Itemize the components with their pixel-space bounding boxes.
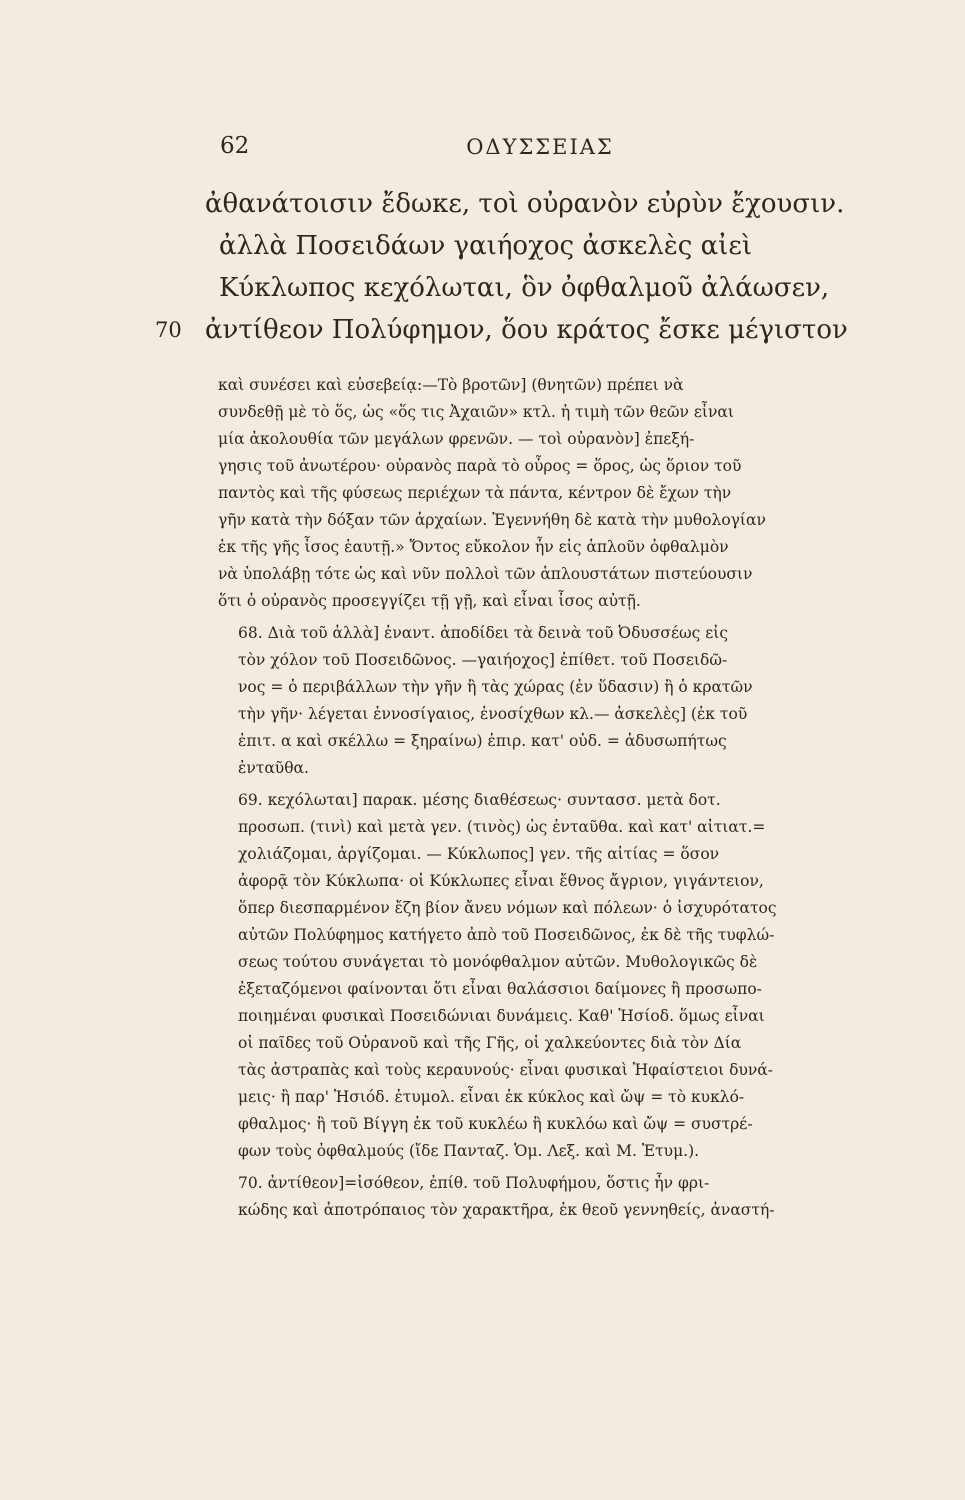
note-line: φων τοὺς ὀφθαλμούς (ἴδε Πανταζ. Ὁμ. Λεξ. καὶ Μ. Ἐτυμ.). (238, 1142, 700, 1160)
verse-line (205, 183, 885, 225)
note-line: ἐξεταζόμενοι φαίνονται ὅτι εἶναι θαλάσσιοι δαίμονες ἢ προσωπο- (238, 980, 762, 998)
note-line: ποιημέναι φυσικαὶ Ποσειδώνιαι δυνάμεις. Καθ' Ἡσίοδ. ὅμως εἶναι (238, 1007, 765, 1025)
note-line: νος = ὁ περιβάλλων τὴν γῆν ἢ τὰς χώρας (ἐν ὕδασιν) ἢ ὁ κρατῶν (238, 678, 753, 696)
note-line: ὅπερ διεσπαρμένον ἔζη βίον ἄνευ νόμων καὶ πόλεων· ὁ ἰσχυρότατος (238, 899, 777, 917)
note-69 (218, 787, 868, 1165)
note-line: αὐτῶν Πολύφημος κατήγετο ἀπὸ τοῦ Ποσειδῶνος, ἐκ δὲ τῆς τυφλώ- (238, 926, 775, 944)
verse-line (205, 267, 885, 309)
commentary-paragraph (218, 372, 868, 615)
note-line: οἱ παῖδες τοῦ Οὐρανοῦ καὶ τῆς Γῆς, οἱ χαλκεύοντες διὰ τὸν Δία (238, 1034, 742, 1052)
page-header (200, 133, 880, 173)
note-line: τὰς ἀστραπὰς καὶ τοὺς κεραυνούς· εἶναι φυσικαὶ Ἡφαίστειοι δυνά- (238, 1061, 773, 1079)
note-line: χολιάζομαι, ἀργίζομαι. — Κύκλωπος] γεν. τῆς αἰτίας = ὅσον (238, 845, 720, 863)
note-line: 70. ἀντίθεον]=ἰσόθεον, ἐπίθ. τοῦ Πολυφήμου, ὅστις ἦν φρι- (238, 1174, 710, 1192)
note-line: ἀφορᾷ τὸν Κύκλωπα· οἱ Κύκλωπες εἶναι ἔθνος ἄγριον, γιγάντειον, (238, 872, 764, 890)
note-70 (218, 1170, 868, 1224)
verse-line (205, 225, 885, 267)
note-line: 69. κεχόλωται] παρακ. μέσης διαθέσεως· συντασσ. μετὰ δοτ. (238, 791, 721, 809)
note-68 (218, 620, 868, 782)
verse-text: Κύκλωπος κεχόλωται, ὃν ὀφθαλμοῦ ἀλάωσεν, (219, 273, 830, 303)
note-line: τὸν χόλον τοῦ Ποσειδῶνος. —γαιήοχος] ἐπίθετ. τοῦ Ποσειδῶ- (238, 651, 728, 669)
verse-block (155, 183, 885, 351)
running-title: ΟΔΥΣΣΕΙΑΣ (466, 135, 614, 159)
commentary-line: ἐκ τῆς γῆς ἶσος ἑαυτῇ.» Ὄντος εὔκολον ἦν εἰς ἁπλοῦν ὀφθαλμὸν (218, 538, 729, 556)
note-line: σεως τούτου συνάγεται τὸ μονόφθαλμον αὐτῶν. Μυθολογικῶς δὲ (238, 953, 758, 971)
commentary-line: γησις τοῦ ἀνωτέρου· οὐρανὸς παρὰ τὸ οὖρος = ὅρος, ὡς ὅριον τοῦ (218, 457, 742, 475)
commentary-line: ὅτι ὁ οὐρανὸς προσεγγίζει τῇ γῇ, καὶ εἶναι ἶσος αὐτῇ. (218, 592, 641, 610)
verse-text: ἀθανάτοισιν ἔδωκε, τοὶ οὐρανὸν εὐρὺν ἔχουσιν. (205, 189, 845, 219)
verse-line (155, 309, 885, 351)
note-line: μεις· ἢ παρ' Ἡσιόδ. ἐτυμολ. εἶναι ἐκ κύκλος καὶ ὤψ = τὸ κυκλό- (238, 1088, 745, 1106)
note-line: προσωπ. (τινὶ) καὶ μετὰ γεν. (τινὸς) ὡς ἐνταῦθα. καὶ κατ' αἰτιατ.= (238, 818, 766, 836)
note-line: ἐπιτ. α καὶ σκέλλω = ξηραίνω) ἐπιρ. κατ' οὐδ. = ἀδυσωπήτως (238, 732, 727, 750)
verse-text: ἀλλὰ Ποσειδάων γαιήοχος ἀσκελὲς αἰεὶ (219, 231, 753, 261)
commentary-line: μία ἀκολουθία τῶν μεγάλων φρενῶν. — τοὶ οὐρανὸν] ἐπεξή- (218, 430, 695, 448)
page-number: 62 (220, 133, 250, 159)
commentary-line: νὰ ὑπολάβῃ τότε ὡς καὶ νῦν πολλοὶ τῶν ἁπλουστάτων πιστεύουσιν (218, 565, 753, 583)
commentary-line: παντὸς καὶ τῆς φύσεως περιέχων τὰ πάντα, κέντρον δὲ ἔχων τὴν (218, 484, 732, 502)
note-line: ἐνταῦθα. (238, 759, 309, 777)
note-line: κώδης καὶ ἀποτρόπαιος τὸν χαρακτῆρα, ἐκ θεοῦ γεννηθείς, ἀναστή- (238, 1201, 775, 1219)
verse-text: ἀντίθεον Πολύφημον, ὅου κράτος ἔσκε μέγιστον (205, 315, 848, 345)
verse-number: 70 (155, 318, 182, 342)
commentary-line: καὶ συνέσει καὶ εὐσεβείᾳ:—Τὸ βροτῶν] (θνητῶν) πρέπει νὰ (218, 376, 684, 394)
commentary-line: συνδεθῇ μὲ τὸ ὅς, ὡς «ὅς τις Ἀχαιῶν» κτλ. ἡ τιμὴ τῶν θεῶν εἶναι (218, 403, 734, 421)
commentary-line: γῆν κατὰ τὴν δόξαν τῶν ἀρχαίων. Ἐγεννήθη δὲ κατὰ τὴν μυθολογίαν (218, 511, 766, 529)
note-line: τὴν γῆν· λέγεται ἐννοσίγαιος, ἐνοσίχθων κλ.— ἀσκελὲς] (ἐκ τοῦ (238, 705, 748, 723)
note-line: 68. Διὰ τοῦ ἀλλὰ] ἐναντ. ἀποδίδει τὰ δεινὰ τοῦ Ὀδυσσέως εἰς (238, 624, 729, 642)
commentary (218, 372, 868, 1224)
note-line: φθαλμος· ἢ τοῦ Βίγγη ἐκ τοῦ κυκλέω ἢ κυκλόω καὶ ὤψ = συστρέ- (238, 1115, 753, 1133)
